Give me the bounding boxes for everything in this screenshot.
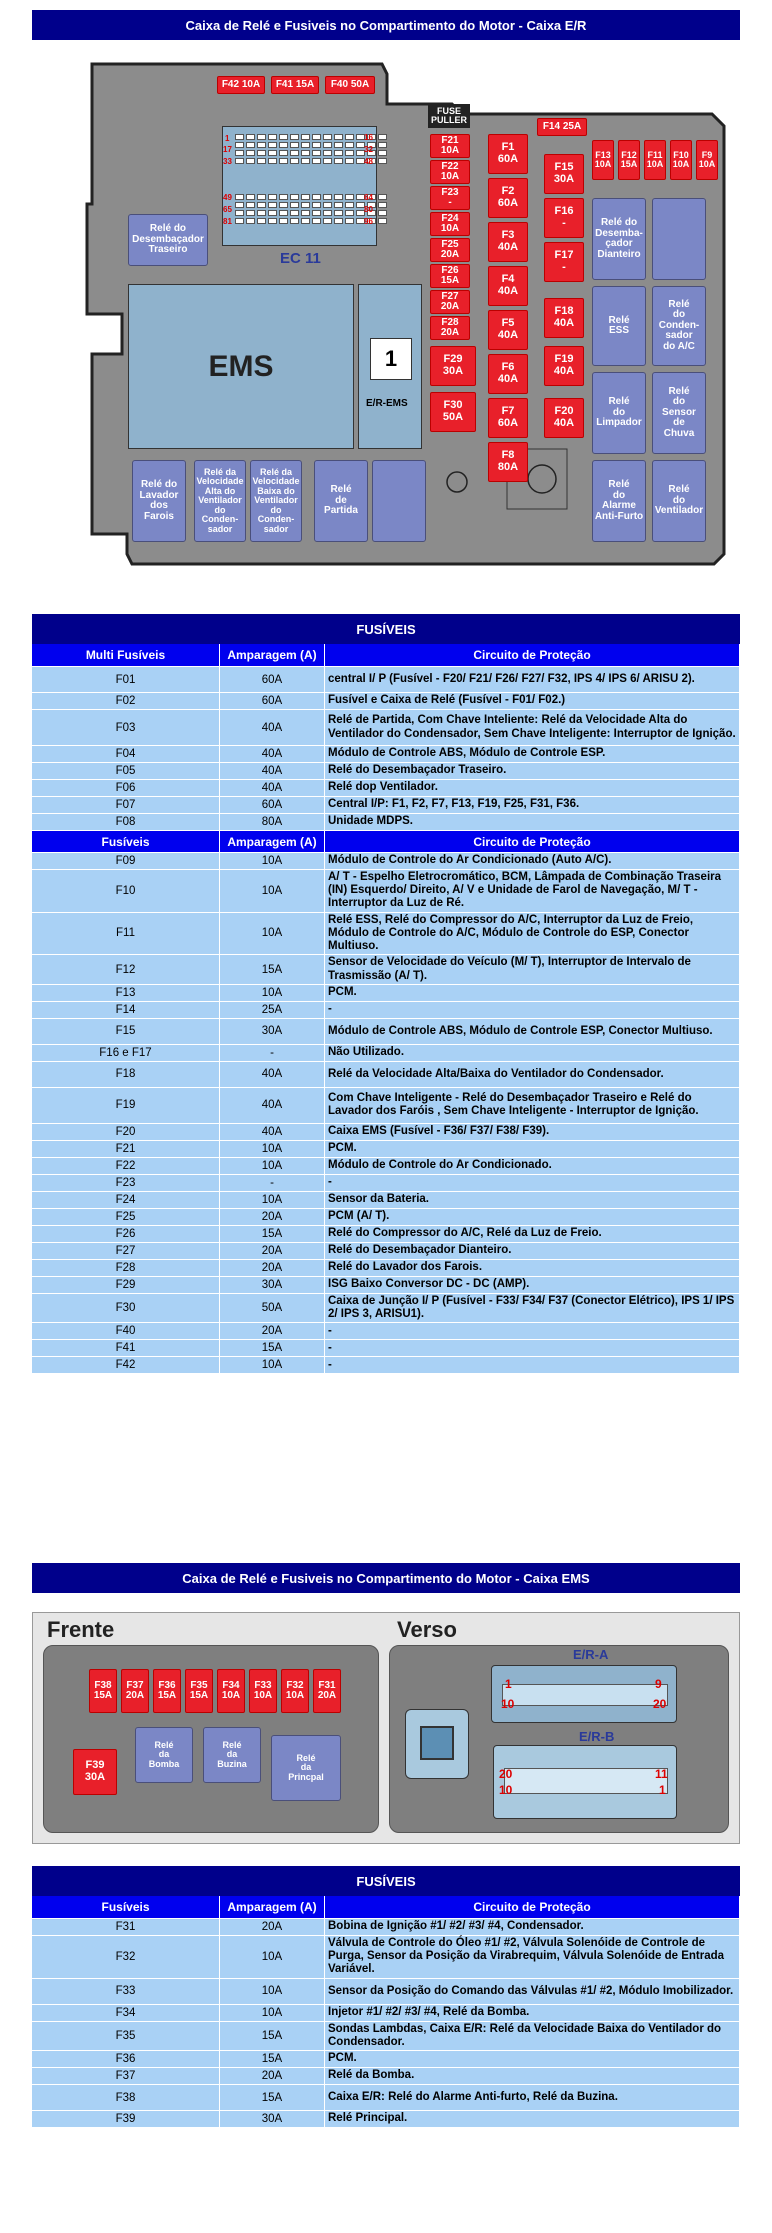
relay-vel-alta-ventilador: Relé da Velocidade Alta do Ventilador do Conden- sador <box>194 460 246 542</box>
cell-amperage: 10A <box>220 870 325 912</box>
ec11-label: EC 11 <box>280 250 321 267</box>
cell-fuse: F09 <box>32 853 220 869</box>
table-row <box>32 1001 740 1018</box>
cell-fuse: F04 <box>32 746 220 762</box>
cell-fuse: F41 <box>32 1340 220 1356</box>
cell-circuit: Caixa E/R: Relé do Alarme Anti-furto, Relé da Buzina. <box>325 2085 740 2110</box>
table-row <box>32 1225 740 1242</box>
fuse-puller[interactable]: FUSE PULLER <box>428 104 470 128</box>
cell-amperage: 10A <box>220 913 325 955</box>
table-row <box>32 1157 740 1174</box>
cell-fuse: F26 <box>32 1226 220 1242</box>
fuse-f2: F2 60A <box>488 178 528 218</box>
cell-fuse: F34 <box>32 2005 220 2021</box>
cell-circuit: Fusível e Caixa de Relé (Fusível - F01/ F02.) <box>325 693 740 709</box>
cell-amperage: 15A <box>220 955 325 983</box>
fuse-f42: F42 10A <box>217 76 265 94</box>
cell-amperage: 20A <box>220 1260 325 1276</box>
cell-fuse: F14 <box>32 1002 220 1018</box>
cell-amperage: 20A <box>220 1209 325 1225</box>
fuse-f18: F18 40A <box>544 298 584 338</box>
cell-amperage: 10A <box>220 853 325 869</box>
erb-connector <box>493 1745 677 1819</box>
cell-circuit: Válvula de Controle do Óleo #1/ #2, Válvula Solenóide de Controle de Purga, Sensor da Posição da Virabrequim, Válvula Solenóide de Entrada Variável. <box>325 1936 740 1978</box>
cell-circuit: A/ T - Espelho Eletrocromático, BCM, Lâmpada de Combinação Traseira (IN) Esquerdo/ Direito, A/ V e Unidade de Farol de Navegação, M/ T - Interruptor da Luz de Ré. <box>325 870 740 912</box>
table-row <box>32 1339 740 1356</box>
table-row <box>32 1061 740 1087</box>
fuse-f35: F35 15A <box>185 1669 213 1713</box>
cell-fuse: F22 <box>32 1158 220 1174</box>
table-row <box>32 796 740 813</box>
cell-amperage: 30A <box>220 1019 325 1044</box>
cell-fuse: F19 <box>32 1088 220 1123</box>
table-row <box>32 666 740 692</box>
cell-fuse: F39 <box>32 2111 220 2127</box>
pin-label-65: 65 <box>223 205 232 214</box>
cell-fuse: F12 <box>32 955 220 983</box>
cell-circuit: PCM. <box>325 1141 740 1157</box>
cell-fuse: F27 <box>32 1243 220 1259</box>
table-header-fuses <box>32 830 740 852</box>
cell-fuse: F32 <box>32 1936 220 1978</box>
header-col-circuit: Circuito de Proteção <box>325 1896 740 1918</box>
table-row <box>32 1276 740 1293</box>
pin-label-16: 16 <box>364 133 373 142</box>
erb-label: E/R-B <box>579 1729 615 1744</box>
cell-amperage: 20A <box>220 1919 325 1935</box>
table-body-multi <box>32 666 740 830</box>
er-fuse-box-diagram <box>32 54 740 574</box>
table-row <box>32 2084 740 2110</box>
pin-label-33: 33 <box>223 157 232 166</box>
table-row <box>32 762 740 779</box>
fuse-f11: F11 10A <box>644 140 666 180</box>
cell-circuit: Módulo de Controle do Ar Condicionado (Auto A/C). <box>325 853 740 869</box>
relay-condensador-ac: Relé do Conden- sador do A/C <box>652 286 706 366</box>
cell-circuit: Relé da Bomba. <box>325 2068 740 2084</box>
relay-sensor-chuva: Relé do Sensor de Chuva <box>652 372 706 454</box>
table-row <box>32 709 740 745</box>
table-row <box>32 1242 740 1259</box>
cell-fuse: F02 <box>32 693 220 709</box>
table-row <box>32 2110 740 2127</box>
relay-ventilador: Relé do Ventilador <box>652 460 706 542</box>
table-row <box>32 869 740 912</box>
cell-amperage: 40A <box>220 1088 325 1123</box>
cell-circuit: Sensor da Bateria. <box>325 1192 740 1208</box>
pin-label-32: 32 <box>364 145 373 154</box>
relay-ess: Relé ESS <box>592 286 646 366</box>
cell-fuse: F01 <box>32 667 220 692</box>
cell-circuit: PCM (A/ T). <box>325 1209 740 1225</box>
table-row <box>32 1259 740 1276</box>
cell-circuit: - <box>325 1175 740 1191</box>
cell-circuit: Caixa EMS (Fusível - F36/ F37/ F38/ F39). <box>325 1124 740 1140</box>
fuse-f15: F15 30A <box>544 154 584 194</box>
cell-fuse: F03 <box>32 710 220 745</box>
relay-alarme-anti-furto: Relé do Alarme Anti-Furto <box>592 460 646 542</box>
cell-amperage: 15A <box>220 2022 325 2050</box>
cell-amperage: 50A <box>220 1294 325 1322</box>
cell-amperage: 20A <box>220 1323 325 1339</box>
cell-amperage: 40A <box>220 1062 325 1087</box>
section1-title: Caixa de Relé e Fusiveis no Compartimento do Motor - Caixa E/R <box>32 10 740 40</box>
table-row <box>32 2004 740 2021</box>
pin-label-49: 49 <box>223 193 232 202</box>
cell-circuit: Relé da Velocidade Alta/Baixa do Ventilador do Condensador. <box>325 1062 740 1087</box>
cell-amperage: - <box>220 1045 325 1061</box>
table-row <box>32 1140 740 1157</box>
fuse-f26: F26 15A <box>430 264 470 288</box>
table-row <box>32 954 740 983</box>
cell-fuse: F37 <box>32 2068 220 2084</box>
cell-circuit: Caixa de Junção I/ P (Fusível - F33/ F34/ F37 (Conector Elétrico), IPS 1/ IPS 2/ IPS 3, ARISU1). <box>325 1294 740 1322</box>
cell-circuit: Relé de Partida, Com Chave Inteliente: Relé da Velocidade Alta do Ventilador do Condensador, Sem Chave Inteligente: Interruptor de Ignição. <box>325 710 740 745</box>
cell-circuit: Relé ESS, Relé do Compressor do A/C, Interruptor da Luz de Freio, Módulo de Controle do A/C, Módulo de Controle do ESP, Conector Multiuso. <box>325 913 740 955</box>
table-row <box>32 1978 740 2004</box>
er-fuse-table <box>32 614 740 1373</box>
cell-fuse: F23 <box>32 1175 220 1191</box>
cell-amperage: 10A <box>220 1158 325 1174</box>
cell-circuit: - <box>325 1002 740 1018</box>
fuse-f23: F23 - <box>430 186 470 210</box>
cell-circuit: Bobina de Ignição #1/ #2/ #3/ #4, Condensador. <box>325 1919 740 1935</box>
fuse-f3: F3 40A <box>488 222 528 262</box>
cell-fuse: F40 <box>32 1323 220 1339</box>
cell-circuit: PCM. <box>325 985 740 1001</box>
fuse-f28: F28 20A <box>430 316 470 340</box>
cell-circuit: Relé dop Ventilador. <box>325 780 740 796</box>
fuse-f25: F25 20A <box>430 238 470 262</box>
cell-fuse: F20 <box>32 1124 220 1140</box>
fuse-f6: F6 40A <box>488 354 528 394</box>
header-col-fuse: Fusíveis <box>32 831 220 852</box>
cell-fuse: F11 <box>32 913 220 955</box>
cell-amperage: 40A <box>220 1124 325 1140</box>
cell-fuse: F25 <box>32 1209 220 1225</box>
cell-circuit: Unidade MDPS. <box>325 814 740 830</box>
ems-block: EMS <box>128 284 354 449</box>
table-body-fuses <box>32 852 740 1373</box>
fuse-f9: F9 10A <box>696 140 718 180</box>
cell-amperage: 25A <box>220 1002 325 1018</box>
cell-circuit: - <box>325 1323 740 1339</box>
fuse-f14: F14 25A <box>537 118 587 136</box>
cell-circuit: Injetor #1/ #2/ #3/ #4, Relé da Bomba. <box>325 2005 740 2021</box>
pin-label-1: 1 <box>225 134 230 143</box>
table-row <box>32 1191 740 1208</box>
table-row <box>32 1087 740 1123</box>
pin-label-17: 17 <box>223 145 232 154</box>
cell-fuse: F05 <box>32 763 220 779</box>
fuse-f4: F4 40A <box>488 266 528 306</box>
er-ems-label: E/R-EMS <box>366 398 408 409</box>
cell-fuse: F07 <box>32 797 220 813</box>
era-pin-1: 1 <box>505 1677 512 1691</box>
cell-amperage: 60A <box>220 693 325 709</box>
table-header <box>32 1896 740 1918</box>
relay-limpador: Relé do Limpador <box>592 372 646 454</box>
erb-pin-10: 10 <box>499 1783 513 1797</box>
front-label: Frente <box>47 1617 115 1642</box>
cell-amperage: 40A <box>220 763 325 779</box>
fuse-f8: F8 80A <box>488 442 528 482</box>
cell-circuit: PCM. <box>325 2051 740 2067</box>
pin-label-80: 80 <box>364 205 373 214</box>
cell-amperage: 15A <box>220 2085 325 2110</box>
table-row <box>32 692 740 709</box>
relay-vel-baixa-ventilador: Relé da Velocidade Baixa do Ventilador do Conden- sador <box>250 460 302 542</box>
relay-desembacador-traseiro: Relé do Desembaçador Traseiro <box>128 214 208 266</box>
table-row <box>32 813 740 830</box>
fuse-f38: F38 15A <box>89 1669 117 1713</box>
era-pin-20: 20 <box>653 1697 667 1711</box>
table-row <box>32 912 740 955</box>
header-col-fuse: Fusíveis <box>32 1896 220 1918</box>
fuse-f12: F12 15A <box>618 140 640 180</box>
table-row <box>32 984 740 1001</box>
cell-amperage: 60A <box>220 667 325 692</box>
cell-amperage: 15A <box>220 1340 325 1356</box>
relay-empty <box>652 198 706 280</box>
cell-fuse: F15 <box>32 1019 220 1044</box>
fuse-f1: F1 60A <box>488 134 528 174</box>
cell-circuit: Sondas Lambdas, Caixa E/R: Relé da Velocidade Baixa do Ventilador do Condensador. <box>325 2022 740 2050</box>
fuse-f5: F5 40A <box>488 310 528 350</box>
header-col-circuit: Circuito de Proteção <box>325 644 740 666</box>
cell-amperage: 15A <box>220 1226 325 1242</box>
cell-fuse: F35 <box>32 2022 220 2050</box>
header-col-amp: Amparagem (A) <box>220 1896 325 1918</box>
cell-fuse: F21 <box>32 1141 220 1157</box>
table-caption: FUSÍVEIS <box>32 614 740 644</box>
cell-fuse: F28 <box>32 1260 220 1276</box>
relay-desembacador-dianteiro: Relé do Desemba- çador Dianteiro <box>592 198 646 280</box>
cell-circuit: Central I/P: F1, F2, F7, F13, F19, F25, F31, F36. <box>325 797 740 813</box>
table-row <box>32 1935 740 1978</box>
table-caption: FUSÍVEIS <box>32 1866 740 1896</box>
ground-connector <box>405 1709 469 1779</box>
cell-circuit: ISG Baixo Conversor DC - DC (AMP). <box>325 1277 740 1293</box>
table-row <box>32 1356 740 1373</box>
fuse-f30: F30 50A <box>430 392 476 432</box>
fuse-f7: F7 60A <box>488 398 528 438</box>
table-row <box>32 1044 740 1061</box>
fuse-f37: F37 20A <box>121 1669 149 1713</box>
cell-circuit: - <box>325 1340 740 1356</box>
table-row <box>32 779 740 796</box>
table-row <box>32 2050 740 2067</box>
table-row <box>32 745 740 762</box>
cell-amperage: 40A <box>220 710 325 745</box>
relay-bomba: Relé da Bomba <box>135 1727 193 1783</box>
fuse-f27: F27 20A <box>430 290 470 314</box>
cell-amperage: 10A <box>220 1936 325 1978</box>
pin-label-96: 96 <box>364 217 373 226</box>
cell-fuse: F13 <box>32 985 220 1001</box>
relay-principal: Relé da Princpal <box>271 1735 341 1801</box>
cell-amperage: 40A <box>220 746 325 762</box>
cell-fuse: F24 <box>32 1192 220 1208</box>
fuse-f29: F29 30A <box>430 346 476 386</box>
fuse-f41: F41 15A <box>271 76 319 94</box>
cell-circuit: Módulo de Controle do Ar Condicionado. <box>325 1158 740 1174</box>
cell-circuit: Sensor da Posição do Comando das Válvulas #1/ #2, Módulo Imobilizador. <box>325 1979 740 2004</box>
fuse-f33: F33 10A <box>249 1669 277 1713</box>
er-ems-number: 1 <box>370 338 412 380</box>
table-row <box>32 1174 740 1191</box>
era-label: E/R-A <box>573 1647 609 1662</box>
cell-fuse: F38 <box>32 2085 220 2110</box>
cell-amperage: 60A <box>220 797 325 813</box>
header-col-circuit: Circuito de Proteção <box>325 831 740 852</box>
cell-amperage: 10A <box>220 2005 325 2021</box>
cell-circuit: Não Utilizado. <box>325 1045 740 1061</box>
cell-circuit: Sensor de Velocidade do Veículo (M/ T), Interruptor de Intervalo de Trasmissão (A/ T). <box>325 955 740 983</box>
cell-circuit: Relé do Desembaçador Dianteiro. <box>325 1243 740 1259</box>
table-row <box>32 1293 740 1322</box>
cell-fuse: F08 <box>32 814 220 830</box>
cell-fuse: F10 <box>32 870 220 912</box>
fuse-f22: F22 10A <box>430 160 470 184</box>
back-label: Verso <box>397 1617 457 1642</box>
cell-amperage: 10A <box>220 1192 325 1208</box>
table-row <box>32 2067 740 2084</box>
cell-amperage: 15A <box>220 2051 325 2067</box>
fuse-f13: F13 10A <box>592 140 614 180</box>
cell-fuse: F31 <box>32 1919 220 1935</box>
cell-fuse: F42 <box>32 1357 220 1373</box>
fuse-f24: F24 10A <box>430 212 470 236</box>
relay-partida: Relé de Partida <box>314 460 368 542</box>
erb-pin-1: 1 <box>659 1783 666 1797</box>
table-row <box>32 2021 740 2050</box>
table-row <box>32 1018 740 1044</box>
ems-fuse-box-diagram <box>32 1612 740 1844</box>
cell-fuse: F16 e F17 <box>32 1045 220 1061</box>
era-pin-10: 10 <box>501 1697 515 1711</box>
cell-fuse: F06 <box>32 780 220 796</box>
cell-circuit: central I/ P (Fusível - F20/ F21/ F26/ F27/ F32, IPS 4/ IPS 6/ ARISU 2). <box>325 667 740 692</box>
table-row <box>32 852 740 869</box>
fuse-f17: F17 - <box>544 242 584 282</box>
cell-circuit: Módulo de Controle ABS, Módulo de Controle ESP, Conector Multiuso. <box>325 1019 740 1044</box>
cell-amperage: 10A <box>220 1141 325 1157</box>
era-pin-9: 9 <box>655 1677 662 1691</box>
header-col-amp: Amparagem (A) <box>220 644 325 666</box>
header-col-fuse: Multi Fusíveis <box>32 644 220 666</box>
table-row <box>32 1123 740 1140</box>
cell-amperage: 10A <box>220 1357 325 1373</box>
relay-buzina: Relé da Buzina <box>203 1727 261 1783</box>
erb-pin-20: 20 <box>499 1767 513 1781</box>
cell-amperage: - <box>220 1175 325 1191</box>
cell-amperage: 20A <box>220 1243 325 1259</box>
fuse-f31: F31 20A <box>313 1669 341 1713</box>
era-connector <box>491 1665 677 1723</box>
section2-title: Caixa de Relé e Fusiveis no Compartimento do Motor - Caixa EMS <box>32 1563 740 1593</box>
table-row <box>32 1208 740 1225</box>
erb-pin-11: 11 <box>655 1767 668 1781</box>
relay-lavador-farois: Relé do Lavador dos Farois <box>132 460 186 542</box>
fuse-f19: F19 40A <box>544 346 584 386</box>
pin-label-64: 64 <box>364 193 373 202</box>
fuse-f40: F40 50A <box>325 76 375 94</box>
cell-amperage: 30A <box>220 1277 325 1293</box>
pin-label-48: 48 <box>364 157 373 166</box>
fuse-f20: F20 40A <box>544 398 584 438</box>
table-header-multi <box>32 644 740 666</box>
cell-fuse: F29 <box>32 1277 220 1293</box>
table-body <box>32 1918 740 2127</box>
ems-fuse-table <box>32 1866 740 2127</box>
cell-fuse: F18 <box>32 1062 220 1087</box>
cell-amperage: 10A <box>220 985 325 1001</box>
relay-empty-bottom <box>372 460 426 542</box>
cell-circuit: Relé Principal. <box>325 2111 740 2127</box>
cell-circuit: Módulo de Controle ABS, Módulo de Controle ESP. <box>325 746 740 762</box>
fuse-f21: F21 10A <box>430 134 470 158</box>
cell-circuit: Relé do Lavador dos Farois. <box>325 1260 740 1276</box>
cell-amperage: 80A <box>220 814 325 830</box>
cell-amperage: 30A <box>220 2111 325 2127</box>
cell-circuit: Relé do Desembaçador Traseiro. <box>325 763 740 779</box>
cell-circuit: - <box>325 1357 740 1373</box>
fuse-f34: F34 10A <box>217 1669 245 1713</box>
fuse-f16: F16 - <box>544 198 584 238</box>
cell-amperage: 40A <box>220 780 325 796</box>
cell-circuit: Com Chave Inteligente - Relé do Desembaçador Traseiro e Relé do Lavador dos Faróis , Sem Chave Inteligente - Interruptor de Ignição. <box>325 1088 740 1123</box>
cell-amperage: 10A <box>220 1979 325 2004</box>
header-col-amp: Amparagem (A) <box>220 831 325 852</box>
cell-circuit: Relé do Compressor do A/C, Relé da Luz de Freio. <box>325 1226 740 1242</box>
cell-amperage: 20A <box>220 2068 325 2084</box>
fuse-f36: F36 15A <box>153 1669 181 1713</box>
cell-fuse: F30 <box>32 1294 220 1322</box>
cell-fuse: F33 <box>32 1979 220 2004</box>
fuse-f39: F39 30A <box>73 1749 117 1795</box>
fuse-f32: F32 10A <box>281 1669 309 1713</box>
cell-fuse: F36 <box>32 2051 220 2067</box>
table-row <box>32 1322 740 1339</box>
pin-label-81: 81 <box>223 217 232 226</box>
table-row <box>32 1918 740 1935</box>
fuse-f10: F10 10A <box>670 140 692 180</box>
